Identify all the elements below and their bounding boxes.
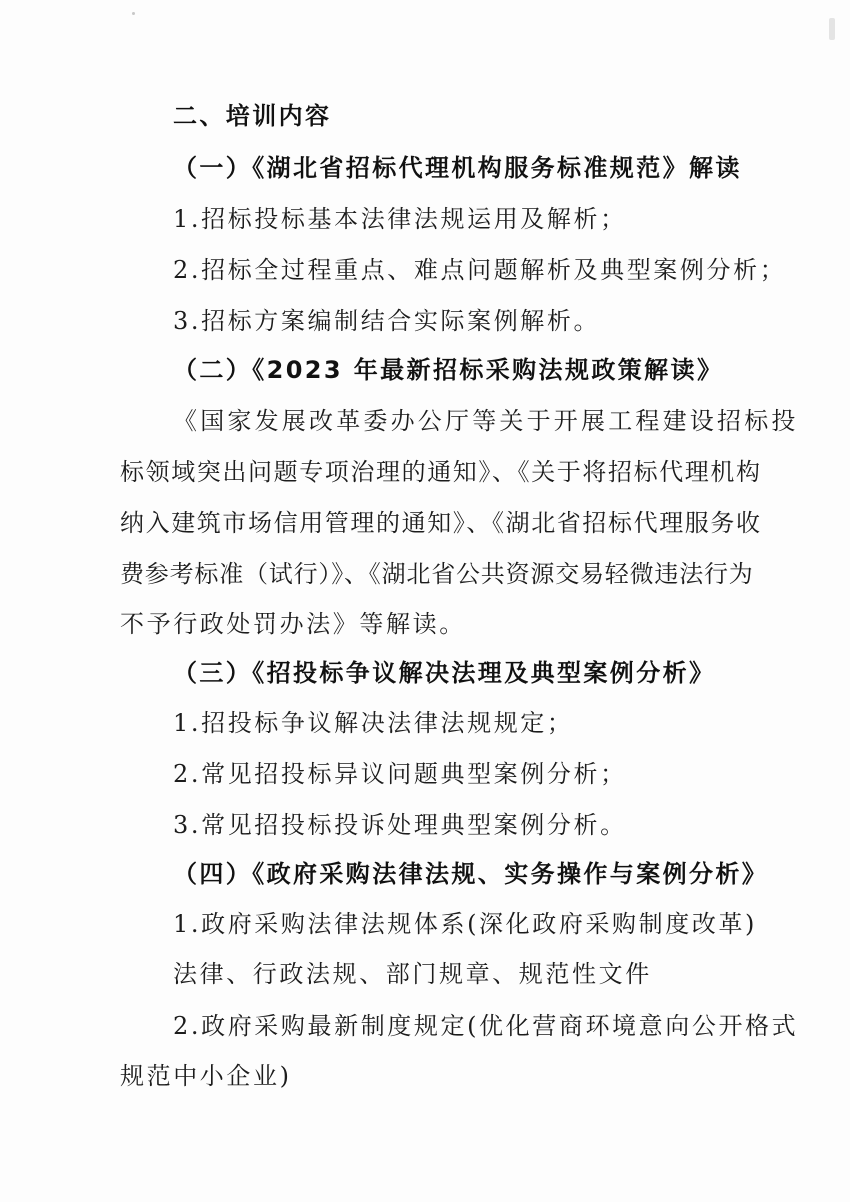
list-item: 1.政府采购法律法规体系(深化政府采购制度改革) <box>173 910 758 938</box>
paragraph-line: 《国家发展改革委办公厅等关于开展工程建设招标投 <box>173 407 799 435</box>
paragraph-line: 纳入建筑市场信用管理的通知》、《湖北省招标代理服务收 <box>120 509 762 537</box>
paragraph-line: 标领域突出问题专项治理的通知》、《关于将招标代理机构 <box>120 458 762 486</box>
section-title: 二、培训内容 <box>173 102 332 130</box>
list-item: 1.招投标争议解决法律法规规定； <box>173 709 574 737</box>
list-item: 规范中小企业) <box>120 1062 292 1090</box>
list-item: 2.政府采购最新制度规定(优化营商环境意向公开格式 <box>173 1012 799 1040</box>
list-item: 3.常见招投标投诉处理典型案例分析。 <box>173 811 627 839</box>
list-item: 1.招标投标基本法律法规运用及解析； <box>173 205 627 233</box>
list-item: 3.招标方案编制结合实际案例解析。 <box>173 307 601 335</box>
paragraph-line: 费参考标准（试行）》、《湖北省公共资源交易轻微违法行为 <box>120 560 754 588</box>
list-item: 法律、行政法规、部门规章、规范性文件 <box>173 960 652 988</box>
subsection-title-3: （三）《招投标争议解决法理及典型案例分析》 <box>173 659 716 687</box>
scan-speck <box>829 18 835 40</box>
scan-speck <box>132 12 135 15</box>
list-item: 2.招标全过程重点、难点问题解析及典型案例分析； <box>173 256 787 284</box>
subsection-title-2: （二）《2023 年最新招标采购法规政策解读》 <box>173 356 724 384</box>
paragraph-line: 不予行政处罚办法》等解读。 <box>120 610 466 638</box>
list-item: 2.常见招投标异议问题典型案例分析； <box>173 760 627 788</box>
subsection-title-1: （一）《湖北省招标代理机构服务标准规范》解读 <box>173 154 742 182</box>
subsection-title-4: （四）《政府采购法律法规、实务操作与案例分析》 <box>173 860 769 888</box>
